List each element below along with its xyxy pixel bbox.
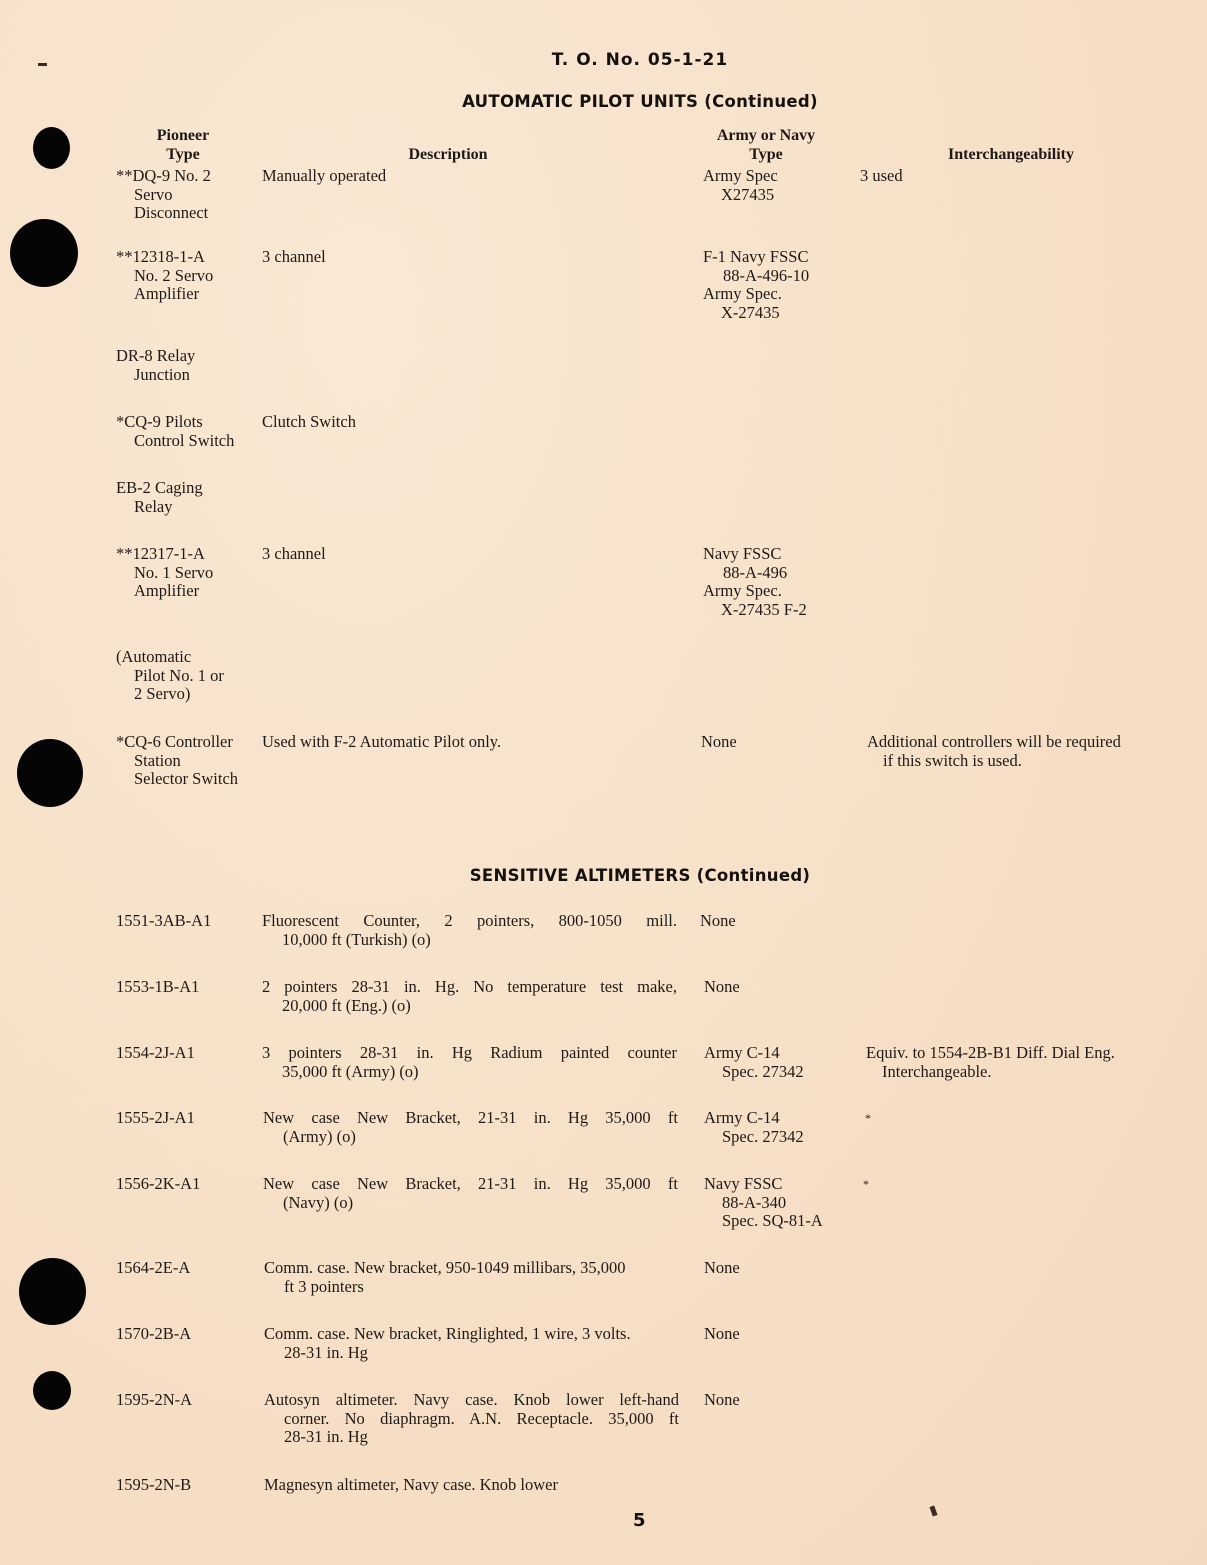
cell-line: New case New Bracket, 21-31 in. Hg 35,000 ft (263, 1108, 678, 1127)
cell-line: Spec. 27342 (722, 1126, 804, 1146)
army-navy-cell (703, 167, 778, 204)
cell-line: X27435 (721, 184, 775, 204)
paper-speck (929, 1505, 937, 1516)
army-navy-cell (704, 1175, 823, 1231)
section-title-autopilot: AUTOMATIC PILOT UNITS (Continued) (462, 92, 818, 111)
cell-line: Spec. 27342 (722, 1061, 804, 1081)
cell-line: ft 3 pointers (284, 1276, 364, 1296)
cell-line: EB-2 Caging (116, 478, 203, 497)
cell-line: None (700, 911, 736, 930)
cell-line: Junction (134, 364, 190, 384)
description-cell (262, 912, 677, 949)
cell-line: None (704, 977, 740, 996)
description-cell (263, 1175, 678, 1212)
cell-line: Interchangeable. (882, 1061, 992, 1081)
asterisk-mark: * (863, 1177, 869, 1191)
description-cell (262, 413, 356, 432)
description-cell (264, 1325, 631, 1362)
interchangeability-cell (867, 733, 1121, 770)
cell-line: Additional controllers will be required (867, 732, 1121, 751)
cell-line: None (701, 732, 737, 751)
cell-line: Fluorescent Counter, 2 pointers, 800-1050 mill. (262, 911, 677, 930)
document-id: T. O. No. 05-1-21 (551, 50, 729, 70)
cell-line: Army C-14 (704, 1043, 780, 1062)
army-navy-cell (704, 1391, 740, 1410)
description-cell (262, 978, 677, 1015)
cell-line: No. 2 Servo (134, 265, 214, 285)
cell-line: 35,000 ft (Army) (o) (282, 1061, 419, 1081)
cell-line: (Automatic (116, 647, 192, 666)
asterisk-mark: * (865, 1111, 871, 1125)
pioneer-type-cell (116, 648, 224, 704)
cell-line: 28-31 in. Hg (284, 1342, 368, 1362)
cell-line: corner. No diaphragm. A.N. Receptacle. 35,000 ft (284, 1408, 679, 1428)
cell-line: None (704, 1390, 740, 1409)
page-number: 5 (633, 1510, 646, 1531)
pioneer-type-cell: 1553-1B-A1 (116, 977, 200, 996)
cell-line: Relay (134, 496, 173, 516)
cell-line: Manually operated (262, 166, 387, 185)
army-navy-cell (703, 545, 807, 619)
pioneer-type-cell (116, 248, 213, 304)
cell-line: Control Switch (134, 430, 235, 450)
cell-line: Station (134, 750, 181, 770)
cell-line: Equiv. to 1554-2B-B1 Diff. Dial Eng. (866, 1043, 1115, 1062)
header-line: Type (166, 146, 200, 163)
binder-hole (19, 1258, 86, 1325)
army-navy-cell (704, 1325, 740, 1344)
cell-line: Navy FSSC (704, 1174, 783, 1193)
header-army-navy-type (706, 126, 826, 164)
cell-line: DR-8 Relay (116, 346, 196, 365)
cell-line: 3 channel (262, 544, 326, 563)
cell-line: X-27435 F-2 (721, 599, 807, 619)
description-cell (263, 1109, 678, 1146)
header-line: Pioneer (156, 127, 210, 144)
binder-hole (33, 1371, 71, 1410)
header-description: Description (408, 146, 488, 163)
pioneer-type-cell (116, 167, 211, 223)
army-navy-cell (704, 1259, 740, 1278)
cell-line: 3 channel (262, 247, 326, 266)
cell-line: (Army) (o) (283, 1126, 356, 1146)
pioneer-type-cell: 1556-2K-A1 (116, 1174, 201, 1193)
description-cell (262, 167, 386, 186)
cell-line: Navy FSSC (703, 544, 782, 563)
binder-hole (10, 219, 78, 287)
cell-line: 88-A-496 (723, 562, 788, 582)
army-navy-cell (704, 978, 740, 997)
description-cell (262, 1044, 677, 1081)
interchangeability-cell (865, 1109, 871, 1128)
pioneer-type-cell: 1595-2N-B (116, 1475, 192, 1494)
cell-line: Army C-14 (704, 1108, 780, 1127)
cell-line: F-1 Navy FSSC (703, 247, 809, 266)
cell-line: Selector Switch (134, 769, 239, 789)
cell-line: 2 Servo) (134, 684, 191, 704)
cell-line: 88-A-496-10 (723, 265, 810, 285)
cell-line: if this switch is used. (883, 750, 1022, 770)
pioneer-type-cell (116, 347, 195, 384)
binder-hole (17, 739, 83, 807)
description-cell (264, 1259, 626, 1296)
cell-line: *CQ-9 Pilots (116, 412, 203, 431)
cell-line: 10,000 ft (Turkish) (o) (282, 929, 431, 949)
cell-line: Pilot No. 1 or (134, 665, 224, 685)
pioneer-type-cell: 1555-2J-A1 (116, 1108, 195, 1127)
cell-line: **12318-1-A (116, 247, 205, 266)
cell-line: Magnesyn altimeter, Navy case. Knob lower (264, 1475, 558, 1494)
cell-line: Army Spec. (703, 284, 782, 304)
cell-line: 20,000 ft (Eng.) (o) (282, 995, 411, 1015)
army-navy-cell (701, 733, 737, 752)
cell-line: Servo (134, 184, 173, 204)
cell-line: (Navy) (o) (283, 1192, 354, 1212)
header-line: Type (749, 146, 783, 163)
army-navy-cell (704, 1109, 804, 1146)
pioneer-type-cell (116, 545, 213, 601)
army-navy-cell (704, 1044, 804, 1081)
cell-line: Spec. SQ-81-A (722, 1211, 823, 1231)
description-cell (262, 545, 326, 564)
cell-line: *CQ-6 Controller (116, 732, 233, 751)
cell-line: None (704, 1258, 740, 1277)
cell-line: 88-A-340 (722, 1192, 787, 1212)
interchangeability-cell (863, 1175, 869, 1194)
cell-line: Army Spec. (703, 581, 782, 601)
header-line: Army or Navy (716, 127, 816, 144)
cell-line: No. 1 Servo (134, 562, 214, 582)
description-cell (262, 248, 326, 267)
cell-line: Disconnect (134, 203, 209, 223)
cell-line: **12317-1-A (116, 544, 205, 563)
section-title-altimeters: SENSITIVE ALTIMETERS (Continued) (469, 866, 811, 885)
cell-line: Comm. case. New bracket, Ringlighted, 1 wire, 3 volts. (264, 1324, 631, 1343)
cell-line: 2 pointers 28-31 in. Hg. No temperature test make, (262, 977, 677, 996)
cell-line: None (704, 1324, 740, 1343)
cell-line: 28-31 in. Hg (284, 1427, 368, 1447)
cell-line: Amplifier (134, 284, 200, 304)
cell-line: Used with F-2 Automatic Pilot only. (262, 732, 502, 751)
cell-line: 3 used (860, 166, 903, 185)
pioneer-type-cell: 1564-2E-A (116, 1258, 191, 1277)
description-cell (262, 733, 501, 752)
interchangeability-cell (866, 1044, 1115, 1081)
interchangeability-cell (860, 167, 903, 186)
cell-line: Amplifier (134, 581, 200, 601)
army-navy-cell (703, 248, 809, 322)
cell-line: Autosyn altimeter. Navy case. Knob lower left-hand (264, 1390, 679, 1409)
cell-line: New case New Bracket, 21-31 in. Hg 35,000 ft (263, 1174, 678, 1193)
pioneer-type-cell: 1570-2B-A (116, 1324, 192, 1343)
pioneer-type-cell (116, 733, 238, 789)
header-pioneer-type (138, 126, 228, 164)
cell-line: **DQ-9 No. 2 (116, 166, 211, 185)
army-navy-cell (700, 912, 736, 931)
description-cell (264, 1391, 679, 1447)
cell-line: Clutch Switch (262, 412, 356, 431)
description-cell (264, 1476, 558, 1495)
pioneer-type-cell: 1551-3AB-A1 (116, 911, 212, 930)
pioneer-type-cell (116, 479, 203, 516)
cell-line: Comm. case. New bracket, 950-1049 millibars, 35,000 (264, 1258, 626, 1277)
cell-line: 3 pointers 28-31 in. Hg Radium painted counter (262, 1043, 677, 1062)
binder-hole (33, 127, 70, 169)
header-interchangeability: Interchangeability (948, 146, 1074, 163)
pioneer-type-cell (116, 413, 234, 450)
pioneer-type-cell: 1595-2N-A (116, 1390, 193, 1409)
cell-line: Army Spec (703, 166, 778, 185)
pioneer-type-cell: 1554-2J-A1 (116, 1043, 195, 1062)
cell-line: X-27435 (721, 302, 780, 322)
